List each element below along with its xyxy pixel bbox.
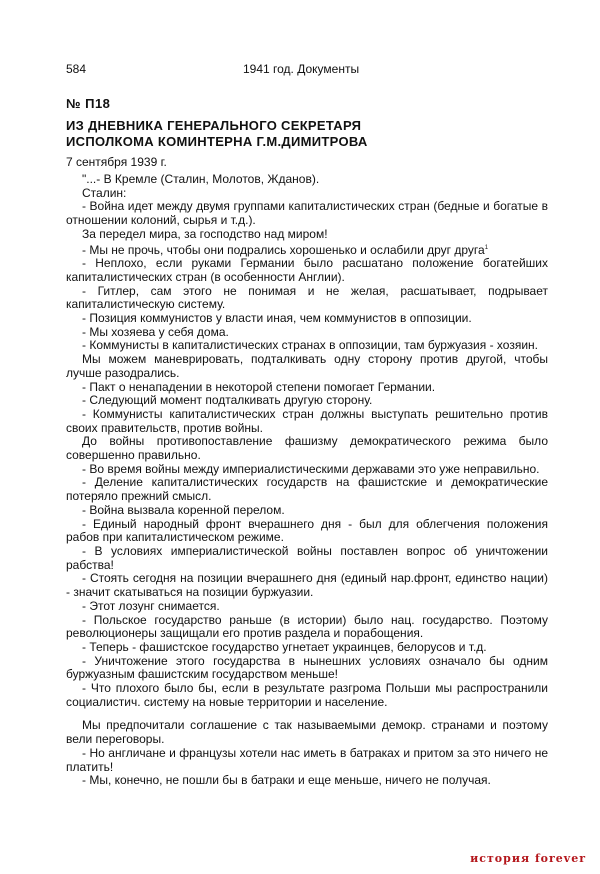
paragraph (66, 326, 548, 340)
paragraph-text: - Мы хозяева у себя дома. (82, 324, 229, 339)
document-title-line-2: ИСПОЛКОМА КОМИНТЕРНА Г.М.ДИМИТРОВА (66, 134, 368, 149)
document-date: 7 сентября 1939 г. (66, 155, 167, 169)
paragraph (66, 545, 548, 572)
paragraph-text: До войны противопоставление фашизму демократического режима было совершенно правильно. (66, 434, 548, 463)
paragraph (66, 476, 548, 503)
paragraph (66, 614, 548, 641)
paragraph (66, 641, 548, 655)
paragraph (66, 200, 548, 227)
paragraph (66, 381, 548, 395)
paragraph-text: - Польское государство раньше (в истории) было нац. государство. Поэтому революционеры защищали его против раздела и порабощения. (66, 612, 548, 641)
paragraph-text: - Что плохого было бы, если в результате разгрома Польши мы распространили социалистич. систему на новые территории и население. (66, 681, 548, 709)
watermark: история forever (470, 852, 586, 865)
paragraph (66, 228, 548, 242)
paragraph (66, 572, 548, 599)
paragraph-text: - Неплохо, если руками Германии было расшатано положение богатейших капиталистических стран (в особенности Англии). (66, 256, 548, 284)
document-number: № П18 (66, 96, 111, 111)
paragraph (66, 655, 548, 682)
paragraph (66, 719, 548, 746)
paragraph-text: - Теперь - фашистское государство угнетает украинцев, белорусов и т.д. (82, 639, 487, 654)
paragraph-text: "...- В Кремле (Сталин, Молотов, Жданов). (82, 172, 320, 186)
document-title-line-1: ИЗ ДНЕВНИКА ГЕНЕРАЛЬНОГО СЕКРЕТАРЯ (66, 118, 362, 133)
paragraph (66, 463, 548, 477)
paragraph-text: - Уничтожение этого государства в нынешних условиях означало бы одним буржуазным фашистским государством меньше! (66, 653, 548, 682)
paragraph-text: За передел мира, за господство над миром! (82, 226, 328, 241)
footnote-mark: 1 (484, 244, 489, 251)
paragraph (66, 173, 548, 187)
paragraph (66, 394, 548, 408)
paragraph-text: - Коммунисты в капиталистических странах в оппозиции, там буржуазия - хозяин. (82, 338, 538, 353)
paragraph-text: - Единый народный фронт вчерашнего дня - был для облегчения положения рабов при капиталистическом режиме. (66, 516, 548, 545)
page-number: 584 (66, 62, 87, 76)
paragraph (66, 353, 548, 380)
paragraph (66, 187, 548, 201)
paragraph-text: - Мы не прочь, чтобы они подрались хорошенько и ослабили друг друга (82, 242, 485, 257)
paragraph-text: - Война вызвала коренной перелом. (82, 502, 285, 517)
paragraph (66, 242, 548, 258)
paragraph (66, 435, 548, 462)
paragraph-text: - Гитлер, сам этого не понимая и не желая, расшатывает, подрывает капиталистическую систему. (66, 283, 548, 312)
paragraph (66, 285, 548, 312)
paragraph-text: Мы предпочитали соглашение с так называемыми демокр. странами и поэтому вели переговоры. (66, 718, 548, 747)
paragraph-text: - Пакт о ненападении в некоторой степени помогает Германии. (82, 379, 436, 394)
paragraph-text: - В условиях империалистической войны поставлен вопрос об уничтожении рабства! (66, 543, 548, 572)
paragraph-text: - Мы, конечно, не пошли бы в батраки и еще меньше, ничего не получая. (82, 773, 491, 788)
running-head: 1941 год. Документы (243, 62, 360, 76)
paragraph (66, 600, 548, 614)
paragraph (66, 312, 548, 326)
paragraph-text: - Во время войны между империалистическими державами это уже неправильно. (82, 461, 540, 476)
paragraph (66, 774, 548, 788)
paragraph (66, 408, 548, 435)
paragraph-text: - Коммунисты капиталистических стран должны выступать решительно против своих правительств, против войны. (66, 406, 548, 435)
paragraph (66, 747, 548, 774)
paragraph-text: - Стоять сегодня на позиции вчерашнего дня (единый нар.фронт, единство нации) - значит скатываться на позиции буржуазии. (66, 571, 548, 600)
document-body (66, 173, 548, 788)
paragraph (66, 518, 548, 545)
document-title (66, 118, 536, 150)
paragraph (66, 504, 548, 518)
paragraph-text: - Деление капиталистических государств на фашистские и демократические потеряло прежний смысл. (66, 475, 548, 504)
paragraph-text: - Но англичане и французы хотели нас иметь в батраках и притом за это ничего не платить! (66, 745, 548, 774)
paragraph-text: - Этот лозунг снимается. (82, 598, 220, 613)
paragraph-text: Сталин: (82, 185, 127, 200)
paragraph (66, 682, 548, 709)
paragraph-text: - Позиция коммунистов у власти иная, чем коммунистов в оппозиции. (82, 311, 472, 326)
paragraph-text: - Война идет между двумя группами капиталистических стран (бедные и богатые в отношении колоний, сырья и т.д.). (66, 199, 548, 228)
page-header (0, 62, 600, 78)
paragraph (66, 257, 548, 284)
paragraph-text: Мы можем маневрировать, подталкивать одну сторону против другой, чтобы лучше разодрались. (66, 352, 548, 380)
paragraph-text: - Следующий момент подталкивать другую сторону. (82, 393, 373, 408)
paragraph (66, 339, 548, 353)
